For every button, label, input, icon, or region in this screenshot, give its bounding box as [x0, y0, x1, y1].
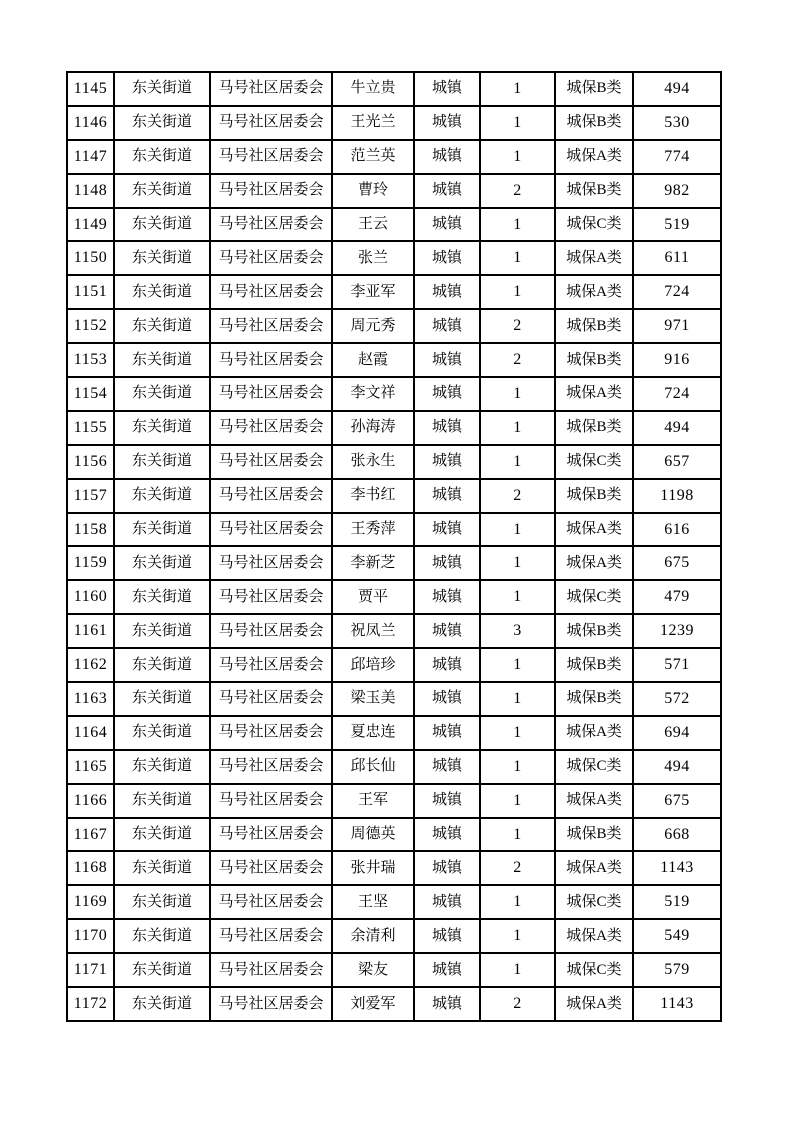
- cell-row-number: 1166: [67, 784, 114, 818]
- cell-row-number: 1162: [67, 648, 114, 682]
- cell-street: 东关街道: [114, 106, 210, 140]
- cell-amount: 571: [633, 648, 721, 682]
- cell-amount: 1143: [633, 987, 721, 1021]
- cell-person-count: 1: [480, 580, 555, 614]
- subsidy-roster-table: [66, 71, 722, 1022]
- cell-row-number: 1157: [67, 479, 114, 513]
- table-row: [67, 919, 721, 953]
- table-row: [67, 309, 721, 343]
- cell-street: 东关街道: [114, 140, 210, 174]
- cell-amount: 724: [633, 377, 721, 411]
- cell-amount: 1239: [633, 614, 721, 648]
- cell-subsidy-category: 城保C类: [555, 580, 633, 614]
- cell-amount: 971: [633, 309, 721, 343]
- cell-person-count: 1: [480, 377, 555, 411]
- cell-community: 马号社区居委会: [210, 208, 332, 242]
- table-row: [67, 716, 721, 750]
- cell-subsidy-category: 城保A类: [555, 513, 633, 547]
- cell-subsidy-category: 城保C类: [555, 208, 633, 242]
- cell-person-name: 周德英: [332, 818, 414, 852]
- cell-household-type: 城镇: [414, 648, 480, 682]
- cell-community: 马号社区居委会: [210, 275, 332, 309]
- cell-person-name: 邱培珍: [332, 648, 414, 682]
- cell-street: 东关街道: [114, 648, 210, 682]
- cell-amount: 519: [633, 208, 721, 242]
- cell-subsidy-category: 城保B类: [555, 106, 633, 140]
- cell-amount: 1143: [633, 851, 721, 885]
- cell-subsidy-category: 城保B类: [555, 411, 633, 445]
- table-row: [67, 851, 721, 885]
- cell-row-number: 1153: [67, 343, 114, 377]
- cell-person-count: 2: [480, 987, 555, 1021]
- cell-subsidy-category: 城保A类: [555, 241, 633, 275]
- cell-community: 马号社区居委会: [210, 614, 332, 648]
- cell-person-name: 王秀萍: [332, 513, 414, 547]
- cell-person-name: 曹玲: [332, 174, 414, 208]
- cell-person-count: 1: [480, 818, 555, 852]
- cell-community: 马号社区居委会: [210, 682, 332, 716]
- cell-household-type: 城镇: [414, 987, 480, 1021]
- cell-person-name: 李新芝: [332, 546, 414, 580]
- cell-person-name: 王军: [332, 784, 414, 818]
- cell-subsidy-category: 城保A类: [555, 851, 633, 885]
- cell-street: 东关街道: [114, 750, 210, 784]
- cell-person-count: 1: [480, 72, 555, 106]
- cell-row-number: 1150: [67, 241, 114, 275]
- cell-community: 马号社区居委会: [210, 953, 332, 987]
- cell-street: 东关街道: [114, 919, 210, 953]
- table-row: [67, 174, 721, 208]
- cell-amount: 519: [633, 885, 721, 919]
- cell-household-type: 城镇: [414, 580, 480, 614]
- cell-street: 东关街道: [114, 784, 210, 818]
- cell-person-count: 2: [480, 309, 555, 343]
- cell-subsidy-category: 城保A类: [555, 919, 633, 953]
- table-row: [67, 343, 721, 377]
- cell-household-type: 城镇: [414, 614, 480, 648]
- cell-household-type: 城镇: [414, 241, 480, 275]
- document-page: [66, 71, 722, 1022]
- cell-street: 东关街道: [114, 72, 210, 106]
- cell-street: 东关街道: [114, 851, 210, 885]
- cell-person-count: 1: [480, 411, 555, 445]
- cell-household-type: 城镇: [414, 716, 480, 750]
- cell-community: 马号社区居委会: [210, 885, 332, 919]
- cell-row-number: 1169: [67, 885, 114, 919]
- cell-amount: 494: [633, 72, 721, 106]
- cell-person-count: 1: [480, 546, 555, 580]
- cell-street: 东关街道: [114, 479, 210, 513]
- table-row: [67, 72, 721, 106]
- table-row: [67, 513, 721, 547]
- table-row: [67, 784, 721, 818]
- cell-person-name: 邱长仙: [332, 750, 414, 784]
- table-body: [67, 72, 721, 1021]
- cell-row-number: 1152: [67, 309, 114, 343]
- cell-person-count: 1: [480, 648, 555, 682]
- cell-community: 马号社区居委会: [210, 513, 332, 547]
- cell-subsidy-category: 城保A类: [555, 275, 633, 309]
- cell-street: 东关街道: [114, 174, 210, 208]
- cell-community: 马号社区居委会: [210, 987, 332, 1021]
- table-row: [67, 546, 721, 580]
- cell-subsidy-category: 城保B类: [555, 343, 633, 377]
- cell-household-type: 城镇: [414, 140, 480, 174]
- cell-row-number: 1155: [67, 411, 114, 445]
- cell-amount: 611: [633, 241, 721, 275]
- cell-subsidy-category: 城保B类: [555, 614, 633, 648]
- cell-community: 马号社区居委会: [210, 648, 332, 682]
- cell-row-number: 1170: [67, 919, 114, 953]
- cell-subsidy-category: 城保B类: [555, 174, 633, 208]
- table-row: [67, 750, 721, 784]
- table-row: [67, 580, 721, 614]
- cell-household-type: 城镇: [414, 309, 480, 343]
- cell-community: 马号社区居委会: [210, 72, 332, 106]
- cell-person-count: 2: [480, 479, 555, 513]
- cell-amount: 616: [633, 513, 721, 547]
- cell-subsidy-category: 城保C类: [555, 885, 633, 919]
- cell-row-number: 1158: [67, 513, 114, 547]
- cell-household-type: 城镇: [414, 343, 480, 377]
- cell-street: 东关街道: [114, 614, 210, 648]
- cell-subsidy-category: 城保B类: [555, 682, 633, 716]
- cell-amount: 1198: [633, 479, 721, 513]
- cell-row-number: 1164: [67, 716, 114, 750]
- cell-row-number: 1165: [67, 750, 114, 784]
- cell-person-count: 1: [480, 716, 555, 750]
- cell-household-type: 城镇: [414, 445, 480, 479]
- cell-row-number: 1171: [67, 953, 114, 987]
- cell-street: 东关街道: [114, 309, 210, 343]
- cell-person-name: 余清利: [332, 919, 414, 953]
- cell-person-name: 刘爱军: [332, 987, 414, 1021]
- cell-street: 东关街道: [114, 546, 210, 580]
- cell-person-count: 1: [480, 241, 555, 275]
- cell-street: 东关街道: [114, 377, 210, 411]
- cell-household-type: 城镇: [414, 377, 480, 411]
- cell-row-number: 1151: [67, 275, 114, 309]
- cell-person-count: 1: [480, 275, 555, 309]
- table-row: [67, 682, 721, 716]
- cell-community: 马号社区居委会: [210, 818, 332, 852]
- cell-street: 东关街道: [114, 818, 210, 852]
- cell-amount: 579: [633, 953, 721, 987]
- cell-amount: 572: [633, 682, 721, 716]
- cell-subsidy-category: 城保B类: [555, 309, 633, 343]
- cell-row-number: 1172: [67, 987, 114, 1021]
- cell-household-type: 城镇: [414, 513, 480, 547]
- cell-household-type: 城镇: [414, 411, 480, 445]
- cell-row-number: 1147: [67, 140, 114, 174]
- cell-person-count: 2: [480, 343, 555, 377]
- cell-row-number: 1167: [67, 818, 114, 852]
- cell-amount: 479: [633, 580, 721, 614]
- cell-amount: 675: [633, 784, 721, 818]
- cell-person-name: 李书红: [332, 479, 414, 513]
- cell-amount: 916: [633, 343, 721, 377]
- cell-person-name: 李文祥: [332, 377, 414, 411]
- cell-household-type: 城镇: [414, 818, 480, 852]
- cell-subsidy-category: 城保A类: [555, 716, 633, 750]
- table-row: [67, 885, 721, 919]
- cell-subsidy-category: 城保C类: [555, 953, 633, 987]
- cell-household-type: 城镇: [414, 784, 480, 818]
- cell-person-count: 1: [480, 445, 555, 479]
- cell-community: 马号社区居委会: [210, 445, 332, 479]
- cell-community: 马号社区居委会: [210, 851, 332, 885]
- cell-person-name: 王坚: [332, 885, 414, 919]
- table-row: [67, 614, 721, 648]
- cell-community: 马号社区居委会: [210, 919, 332, 953]
- cell-household-type: 城镇: [414, 106, 480, 140]
- cell-subsidy-category: 城保B类: [555, 648, 633, 682]
- cell-street: 东关街道: [114, 343, 210, 377]
- cell-person-name: 祝凤兰: [332, 614, 414, 648]
- cell-person-name: 孙海涛: [332, 411, 414, 445]
- cell-community: 马号社区居委会: [210, 309, 332, 343]
- cell-amount: 530: [633, 106, 721, 140]
- cell-row-number: 1146: [67, 106, 114, 140]
- table-row: [67, 140, 721, 174]
- cell-person-count: 1: [480, 513, 555, 547]
- cell-person-count: 1: [480, 140, 555, 174]
- cell-row-number: 1163: [67, 682, 114, 716]
- cell-row-number: 1161: [67, 614, 114, 648]
- cell-subsidy-category: 城保B类: [555, 72, 633, 106]
- cell-amount: 774: [633, 140, 721, 174]
- cell-amount: 675: [633, 546, 721, 580]
- cell-row-number: 1156: [67, 445, 114, 479]
- cell-amount: 982: [633, 174, 721, 208]
- cell-street: 东关街道: [114, 411, 210, 445]
- cell-street: 东关街道: [114, 513, 210, 547]
- cell-amount: 549: [633, 919, 721, 953]
- cell-street: 东关街道: [114, 682, 210, 716]
- cell-person-name: 夏忠连: [332, 716, 414, 750]
- table-row: [67, 648, 721, 682]
- cell-community: 马号社区居委会: [210, 174, 332, 208]
- cell-community: 马号社区居委会: [210, 546, 332, 580]
- cell-street: 东关街道: [114, 580, 210, 614]
- cell-community: 马号社区居委会: [210, 716, 332, 750]
- cell-person-count: 1: [480, 106, 555, 140]
- cell-street: 东关街道: [114, 445, 210, 479]
- cell-subsidy-category: 城保A类: [555, 546, 633, 580]
- cell-community: 马号社区居委会: [210, 784, 332, 818]
- cell-amount: 657: [633, 445, 721, 479]
- cell-person-name: 牛立贵: [332, 72, 414, 106]
- table-row: [67, 445, 721, 479]
- table-row: [67, 818, 721, 852]
- cell-household-type: 城镇: [414, 750, 480, 784]
- table-row: [67, 106, 721, 140]
- cell-street: 东关街道: [114, 208, 210, 242]
- cell-person-name: 贾平: [332, 580, 414, 614]
- cell-person-name: 张兰: [332, 241, 414, 275]
- cell-person-name: 梁玉美: [332, 682, 414, 716]
- cell-person-name: 梁友: [332, 953, 414, 987]
- table-row: [67, 377, 721, 411]
- cell-community: 马号社区居委会: [210, 750, 332, 784]
- cell-person-name: 范兰英: [332, 140, 414, 174]
- cell-community: 马号社区居委会: [210, 343, 332, 377]
- cell-amount: 494: [633, 750, 721, 784]
- cell-person-count: 2: [480, 174, 555, 208]
- cell-person-count: 2: [480, 851, 555, 885]
- cell-household-type: 城镇: [414, 479, 480, 513]
- cell-subsidy-category: 城保B类: [555, 479, 633, 513]
- cell-community: 马号社区居委会: [210, 241, 332, 275]
- cell-amount: 694: [633, 716, 721, 750]
- cell-person-name: 李亚军: [332, 275, 414, 309]
- cell-subsidy-category: 城保A类: [555, 987, 633, 1021]
- table-row: [67, 953, 721, 987]
- cell-amount: 668: [633, 818, 721, 852]
- cell-household-type: 城镇: [414, 953, 480, 987]
- table-row: [67, 241, 721, 275]
- cell-person-count: 1: [480, 919, 555, 953]
- cell-street: 东关街道: [114, 885, 210, 919]
- cell-person-count: 1: [480, 750, 555, 784]
- table-row: [67, 479, 721, 513]
- cell-street: 东关街道: [114, 241, 210, 275]
- cell-street: 东关街道: [114, 987, 210, 1021]
- cell-person-count: 3: [480, 614, 555, 648]
- cell-household-type: 城镇: [414, 682, 480, 716]
- cell-row-number: 1159: [67, 546, 114, 580]
- cell-person-count: 1: [480, 885, 555, 919]
- cell-household-type: 城镇: [414, 72, 480, 106]
- cell-amount: 494: [633, 411, 721, 445]
- cell-household-type: 城镇: [414, 275, 480, 309]
- table-row: [67, 208, 721, 242]
- cell-person-name: 王云: [332, 208, 414, 242]
- cell-row-number: 1145: [67, 72, 114, 106]
- cell-person-count: 1: [480, 208, 555, 242]
- cell-person-name: 赵霞: [332, 343, 414, 377]
- cell-street: 东关街道: [114, 716, 210, 750]
- cell-person-count: 1: [480, 953, 555, 987]
- cell-person-name: 王光兰: [332, 106, 414, 140]
- cell-household-type: 城镇: [414, 919, 480, 953]
- table-row: [67, 275, 721, 309]
- cell-household-type: 城镇: [414, 546, 480, 580]
- cell-household-type: 城镇: [414, 885, 480, 919]
- cell-person-name: 张永生: [332, 445, 414, 479]
- cell-person-name: 张井瑞: [332, 851, 414, 885]
- cell-row-number: 1154: [67, 377, 114, 411]
- cell-row-number: 1160: [67, 580, 114, 614]
- cell-community: 马号社区居委会: [210, 479, 332, 513]
- table-row: [67, 987, 721, 1021]
- cell-person-name: 周元秀: [332, 309, 414, 343]
- cell-person-count: 1: [480, 682, 555, 716]
- cell-subsidy-category: 城保C类: [555, 445, 633, 479]
- cell-community: 马号社区居委会: [210, 140, 332, 174]
- table-row: [67, 411, 721, 445]
- cell-row-number: 1168: [67, 851, 114, 885]
- cell-street: 东关街道: [114, 275, 210, 309]
- cell-subsidy-category: 城保A类: [555, 784, 633, 818]
- cell-household-type: 城镇: [414, 174, 480, 208]
- cell-community: 马号社区居委会: [210, 106, 332, 140]
- cell-street: 东关街道: [114, 953, 210, 987]
- cell-household-type: 城镇: [414, 208, 480, 242]
- cell-community: 马号社区居委会: [210, 377, 332, 411]
- cell-subsidy-category: 城保B类: [555, 818, 633, 852]
- cell-amount: 724: [633, 275, 721, 309]
- cell-person-count: 1: [480, 784, 555, 818]
- cell-subsidy-category: 城保A类: [555, 140, 633, 174]
- cell-row-number: 1148: [67, 174, 114, 208]
- cell-community: 马号社区居委会: [210, 580, 332, 614]
- cell-household-type: 城镇: [414, 851, 480, 885]
- cell-community: 马号社区居委会: [210, 411, 332, 445]
- cell-subsidy-category: 城保A类: [555, 377, 633, 411]
- cell-row-number: 1149: [67, 208, 114, 242]
- cell-subsidy-category: 城保C类: [555, 750, 633, 784]
